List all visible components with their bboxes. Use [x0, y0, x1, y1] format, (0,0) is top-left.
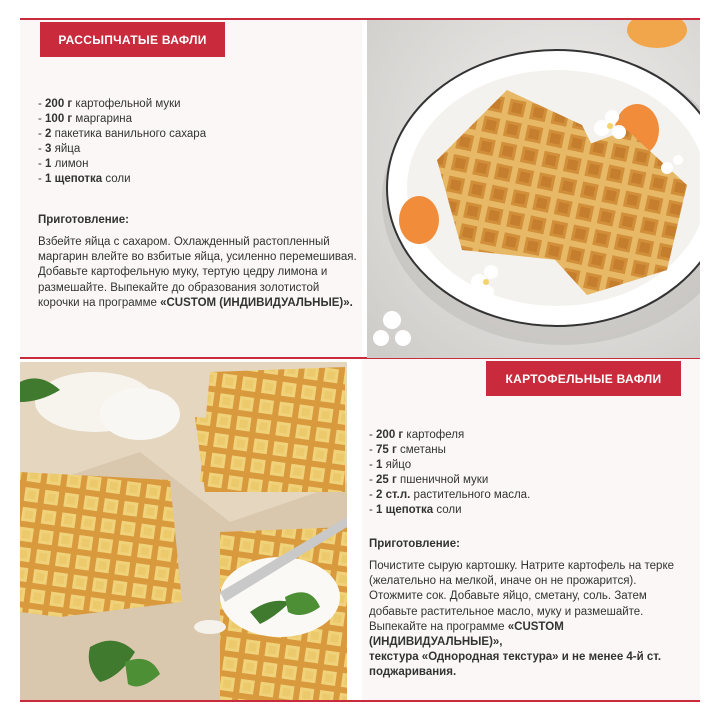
bottom-border	[20, 700, 700, 702]
recipe2-ingredient-list	[369, 428, 530, 518]
recipe1-title: РАССЫПЧАТЫЕ ВАФЛИ	[58, 32, 207, 47]
waffles-bowl-photo	[367, 20, 700, 358]
recipe1-prep-heading: Приготовление:	[38, 214, 129, 226]
potato-waffles-photo	[20, 362, 347, 700]
recipe2-title-banner	[486, 361, 681, 396]
ingredient-item: - 100 г маргарина	[38, 113, 133, 125]
ingredient-item: - 25 г пшеничной муки	[369, 474, 489, 486]
ingredient-item: - 2 ст.л. растительного масла.	[369, 489, 531, 501]
ingredient-item: - 3 яйца	[38, 143, 81, 155]
ingredient-item: - 1 лимон	[38, 158, 89, 170]
ingredient-item: - 1 щепотка соли	[369, 504, 462, 516]
ingredient-item: - 75 г сметаны	[369, 444, 446, 456]
recipe1-title-banner	[40, 22, 225, 57]
recipe2-title: КАРТОФЕЛЬНЫЕ ВАФЛИ	[505, 371, 662, 386]
ingredient-item: - 2 пакетика ванильного сахара	[38, 128, 207, 140]
ingredient-item: - 200 г картофельной муки	[38, 98, 181, 110]
ingredient-item: - 1 яйцо	[369, 459, 412, 471]
ingredient-item: - 1 щепотка соли	[38, 173, 131, 185]
recipe1-instructions: Взбейте яйца с сахаром. Охлажденный растопленный маргарин влейте во взбитые яйца, усиленно перемешивая. Добавьте картофельную муку, тертую цедру лимона и размешайте. Выпекайте до образования золотистой корочки на программе «CUSTOM (ИНДИВИДУАЛЬНЫЕ)».	[38, 236, 357, 309]
recipe1-ingredient-list	[38, 97, 206, 187]
recipe2-prep-heading: Приготовление:	[369, 538, 460, 550]
ingredient-item: - 200 г картофеля	[369, 429, 465, 441]
recipe2-instructions: Почистите сырую картошку. Натрите картофель на терке (желательно на мелкой, иначе он не прожарится). Отожмите сок. Добавьте яйцо, сметану, соль. Затем добавьте растительное масло, муку и размешайте. Выпекайте на программе «CUSTOM (ИНДИВИДУАЛЬНЫЕ)», текстура «Однородная текстура» и не менее 4-й ст. поджаривания.	[369, 560, 674, 679]
